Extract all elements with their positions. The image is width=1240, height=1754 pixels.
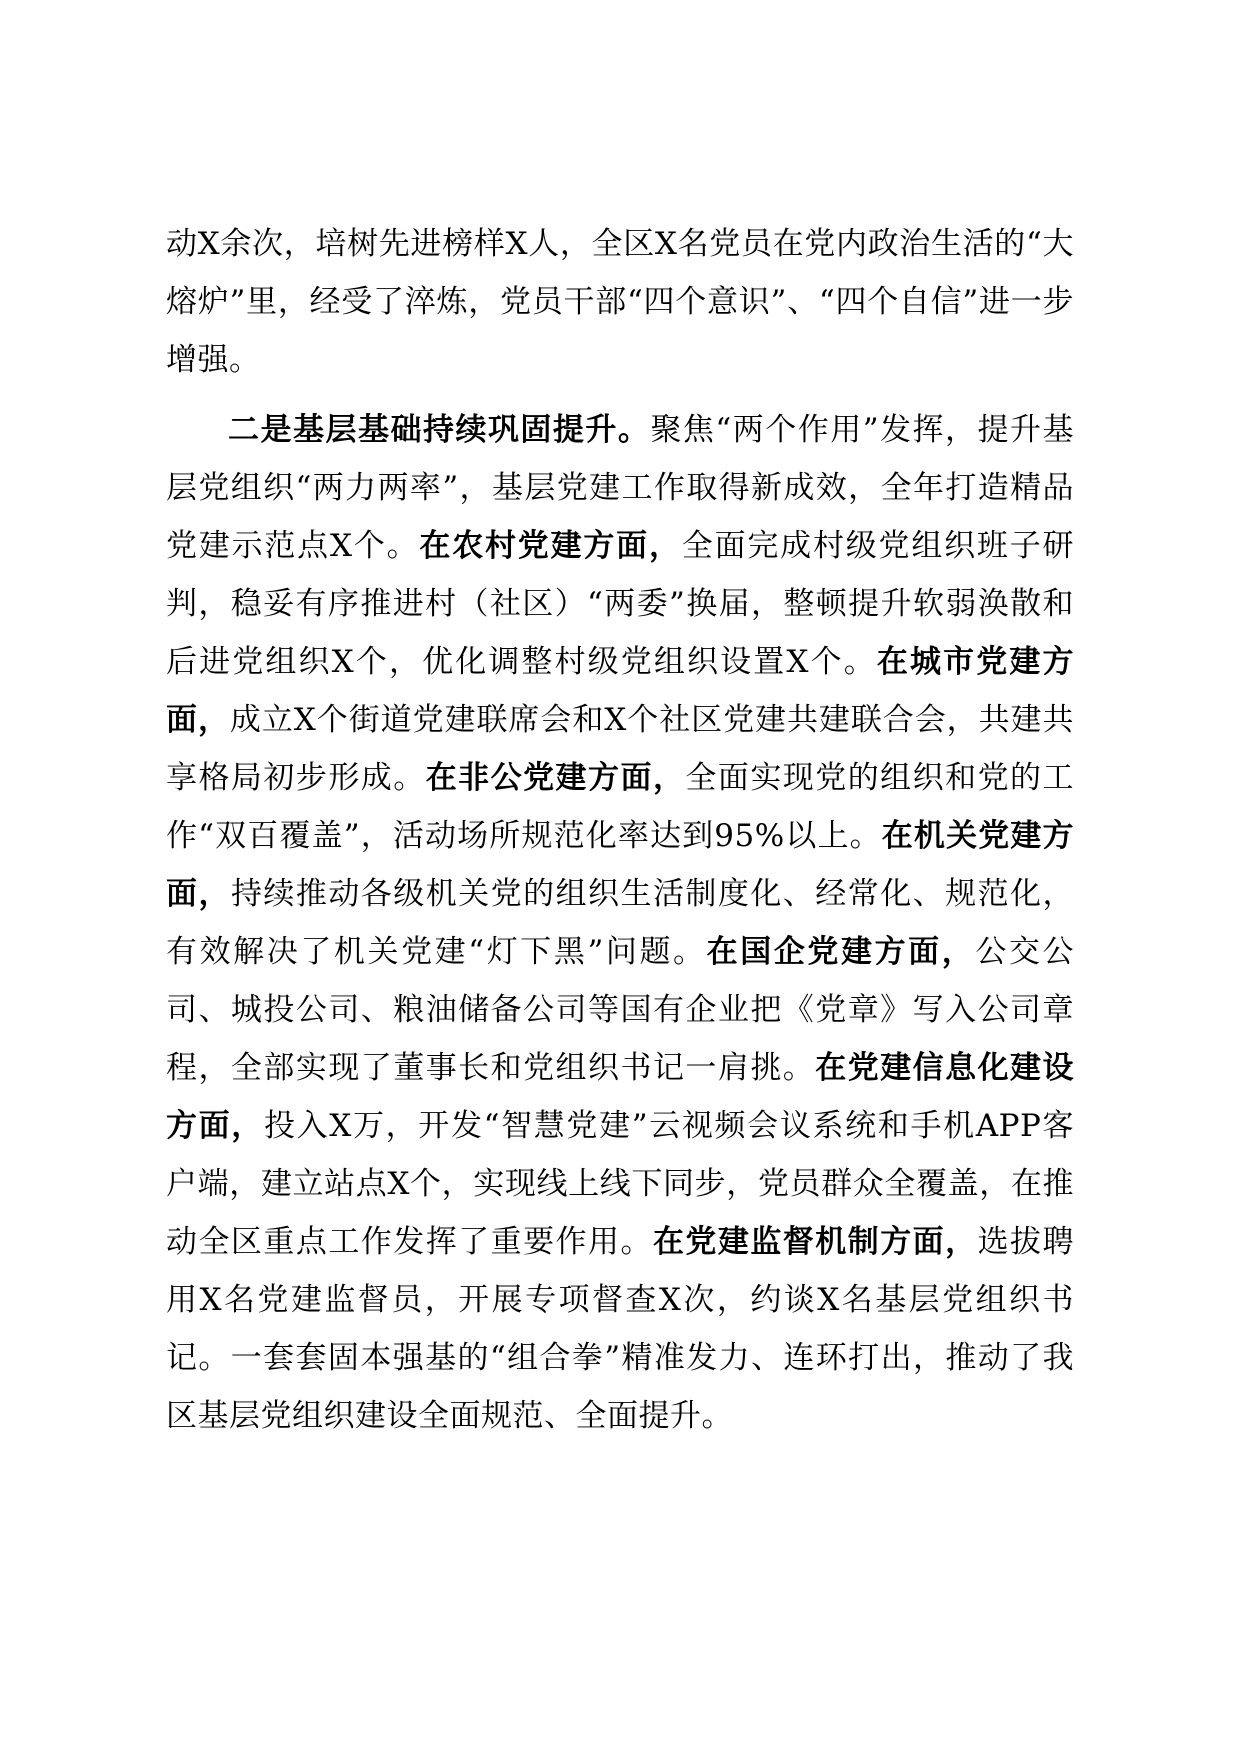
- body-text: 公交公司、城投公司、粮油储备公司等国有企业把《党章》写入公司章程，全部实现了董事长和党组织书记一肩挑。: [166, 934, 1075, 1086]
- body-text: 全面实现党的组织和党的工作“双百覆盖”，活动场所规范化率达到95%以上。: [166, 760, 1074, 854]
- body-text: 投入X万，开发“智慧党建”云视频会议系统和手机APP客户端，建立站点X个，实现线上线下同步，党员群众全覆盖，在推动全区重点工作发挥了重要作用。: [166, 1108, 1075, 1260]
- subsection-label-non-public: 在非公党建方面，: [425, 760, 686, 796]
- subsection-label-informatization: 在党建信息化建设方面，: [166, 1050, 1075, 1144]
- subsection-label-rural: 在农村党建方面，: [419, 528, 682, 564]
- section-heading: 二是基层基础持续巩固提升。: [228, 412, 651, 448]
- body-text: 全面完成村级党组织班子研判，稳妥有序推进村（社区）“两委”换届，整顿提升软弱涣散和后进党组织X个，优化调整村级党组织设置X个。: [166, 528, 1075, 680]
- body-text: 选拔聘用X名党建监督员，开展专项督查X次，约谈X名基层党组织书记。一套套固本强基的“组合拳”精准发力、连环打出，推动了我区基层党组织建设全面规范、全面提升。: [166, 1224, 1075, 1434]
- subsection-label-government-organs: 在机关党建方面，: [166, 818, 1075, 912]
- document-body: [166, 215, 1074, 1445]
- paragraph-grassroots-foundation: [166, 401, 1074, 1445]
- body-text: 聚焦“两个作用”发挥，提升基层党组织“两力两率”，基层党建工作取得新成效，全年打造精品党建示范点X个。: [166, 412, 1074, 564]
- subsection-label-state-enterprises: 在国企党建方面，: [706, 934, 976, 970]
- subsection-label-urban: 在城市党建方面，: [166, 644, 1074, 738]
- subsection-label-supervision: 在党建监督机制方面，: [652, 1224, 978, 1260]
- paragraph-continued: [166, 215, 1074, 389]
- body-text: 持续推动各级机关党的组织生活制度化、经常化、规范化，有效解决了机关党建“灯下黑”问题。: [166, 876, 1075, 970]
- body-text: 成立X个街道党建联席会和X个社区党建共建联合会，共建共享格局初步形成。: [166, 702, 1075, 796]
- body-text: 动X余次，培树先进榜样X人，全区X名党员在党内政治生活的“大熔炉”里，经受了淬炼，党员干部“四个意识”、“四个自信”进一步增强。: [166, 226, 1074, 378]
